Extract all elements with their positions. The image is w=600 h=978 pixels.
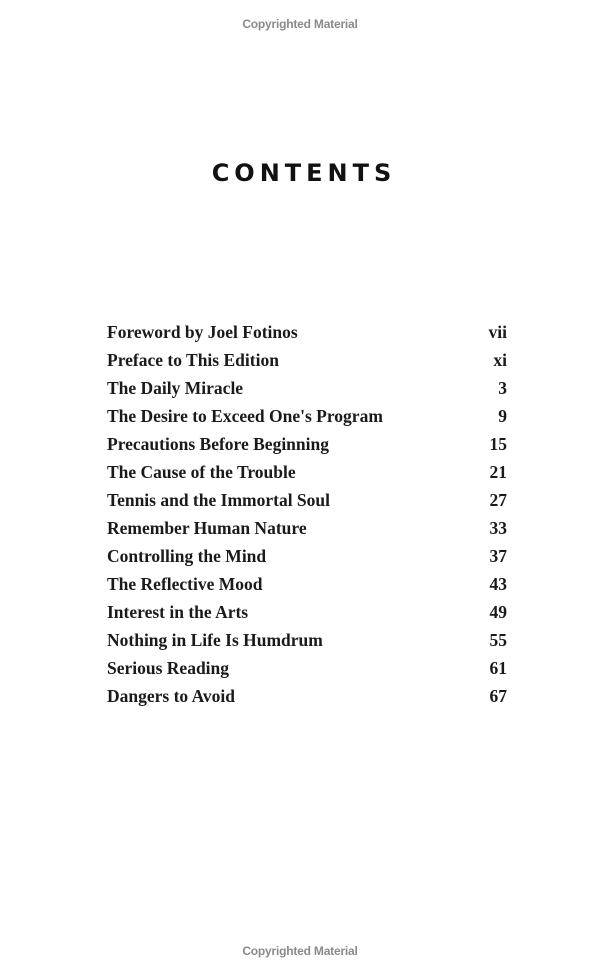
toc-entry-title: Remember Human Nature [107, 518, 307, 538]
toc-entry-page: 55 [489, 630, 507, 650]
toc-entry-page: 61 [489, 658, 507, 678]
toc-entry[interactable] [107, 486, 507, 514]
toc-entry[interactable] [107, 570, 507, 598]
toc-entry[interactable] [107, 542, 507, 570]
toc-entry[interactable] [107, 458, 507, 486]
toc-entry[interactable] [107, 430, 507, 458]
toc-entry-page: 9 [498, 406, 507, 426]
copyright-watermark-bottom: Copyrighted Material [242, 944, 358, 958]
toc-entry[interactable] [107, 318, 507, 346]
toc-entry-page: xi [493, 350, 507, 370]
toc-entry-title: Tennis and the Immortal Soul [107, 490, 331, 510]
toc-entry-title: Controlling the Mind [107, 546, 267, 566]
toc-entry[interactable] [107, 682, 507, 710]
toc-entry-page: 3 [498, 378, 507, 398]
toc-entry-page: 33 [489, 518, 507, 538]
toc-entry-title: Precautions Before Beginning [107, 434, 329, 454]
toc-entry-title: Serious Reading [107, 658, 230, 678]
toc-entry[interactable] [107, 654, 507, 682]
toc-entry[interactable] [107, 346, 507, 374]
toc-entry-title: Interest in the Arts [107, 602, 249, 622]
toc-entry-page: 49 [489, 602, 507, 622]
toc-entry-title: Dangers to Avoid [107, 686, 236, 706]
page-title: CONTENTS [211, 159, 397, 188]
toc-entry[interactable] [107, 402, 507, 430]
toc-entry-page: 27 [489, 490, 507, 510]
toc-entry-page: 21 [489, 462, 507, 482]
toc-entry[interactable] [107, 374, 507, 402]
toc-entry-title: The Reflective Mood [107, 574, 263, 594]
toc-entry-title: Foreword by Joel Fotinos [107, 322, 298, 342]
toc-entry-page: vii [488, 322, 507, 342]
copyright-watermark-top: Copyrighted Material [242, 17, 358, 31]
toc-entry[interactable] [107, 514, 507, 542]
table-of-contents [107, 318, 507, 710]
toc-entry-page: 37 [489, 546, 507, 566]
toc-entry[interactable] [107, 598, 507, 626]
toc-entry-page: 67 [489, 686, 507, 706]
toc-entry-page: 15 [489, 434, 507, 454]
toc-entry-page: 43 [489, 574, 507, 594]
toc-entry-title: The Cause of the Trouble [107, 462, 296, 482]
toc-entry-title: The Desire to Exceed One's Program [107, 406, 383, 426]
toc-entry-title: Preface to This Edition [107, 350, 279, 370]
toc-entry-title: Nothing in Life Is Humdrum [107, 630, 323, 650]
toc-entry-title: The Daily Miracle [107, 378, 244, 398]
toc-entry[interactable] [107, 626, 507, 654]
